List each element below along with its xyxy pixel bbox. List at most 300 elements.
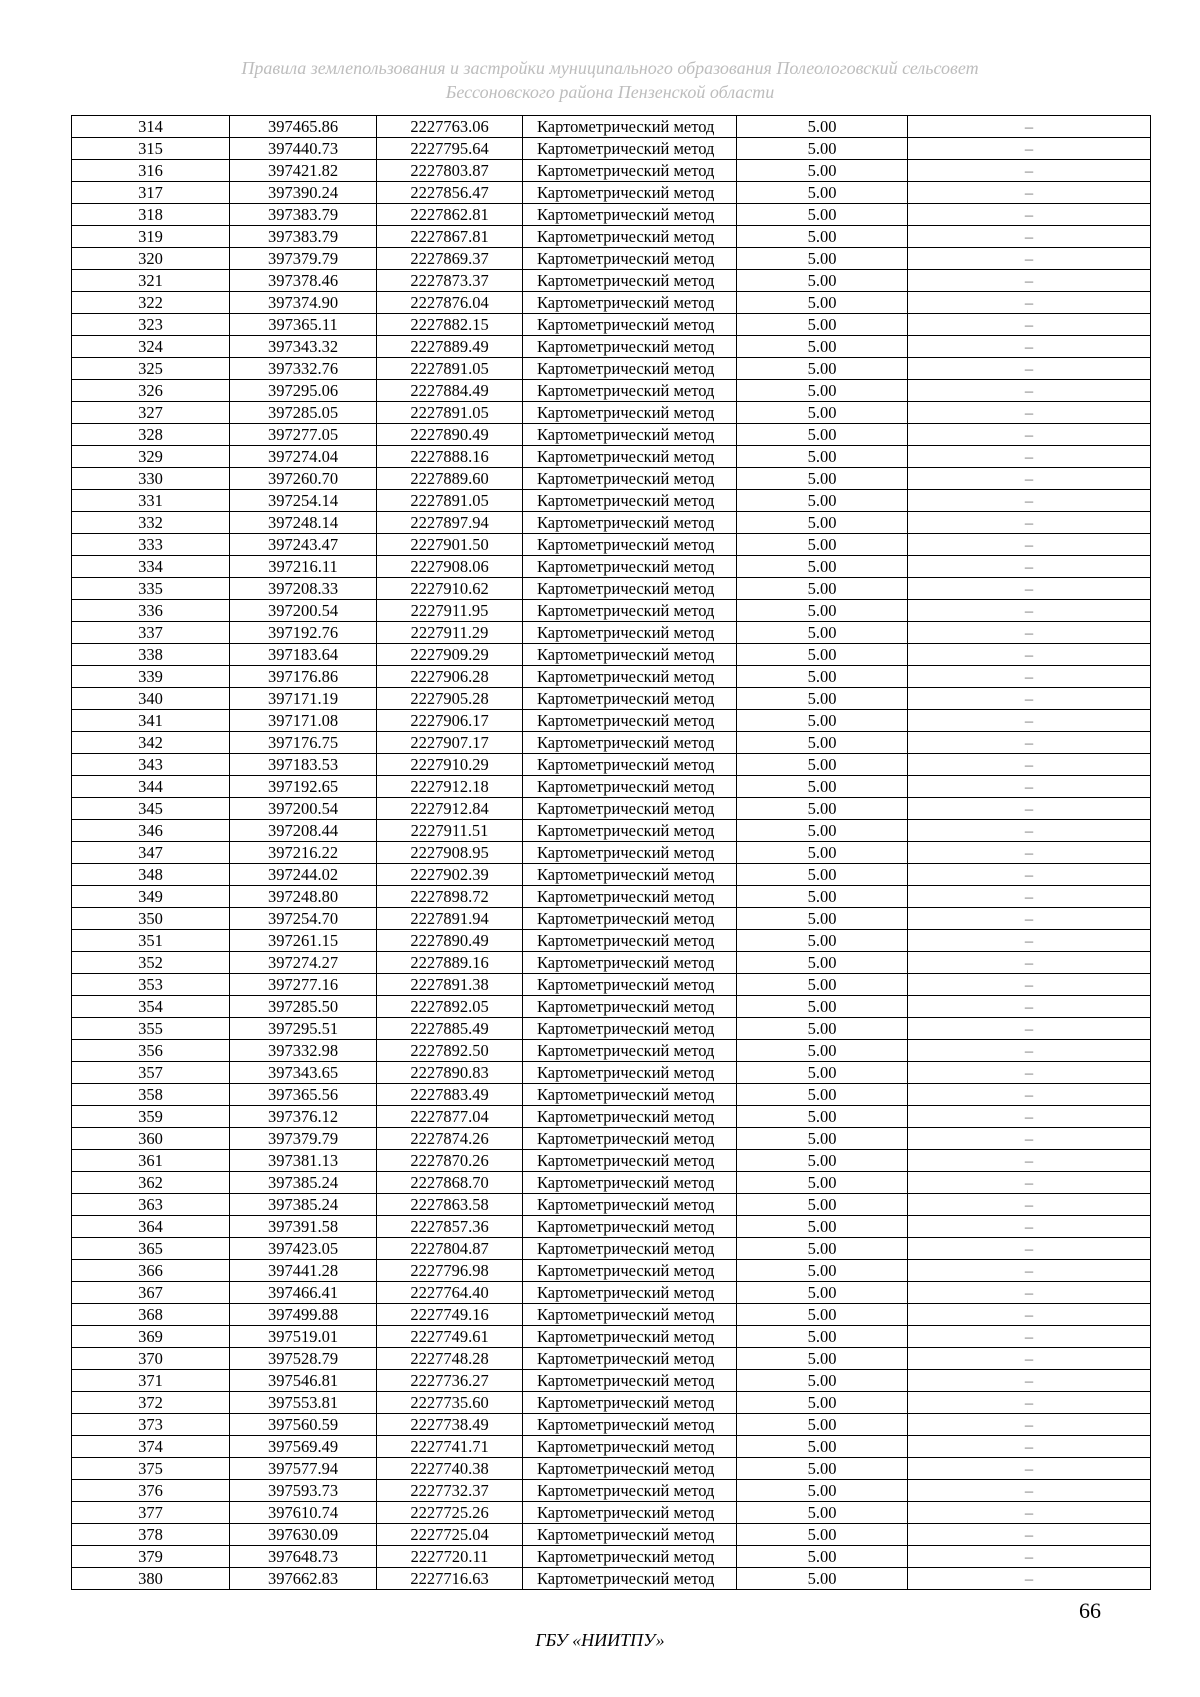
method-cell: Картометрический метод	[523, 1172, 737, 1194]
accuracy-cell: 5.00	[737, 952, 908, 974]
coordinates-table-body	[72, 116, 1151, 1590]
note-cell: –	[908, 226, 1151, 248]
y-coordinate-cell: 2227902.39	[377, 864, 523, 886]
note-cell: –	[908, 754, 1151, 776]
y-coordinate-cell: 2227735.60	[377, 1392, 523, 1414]
method-cell: Картометрический метод	[523, 666, 737, 688]
note-cell: –	[908, 1502, 1151, 1524]
accuracy-cell: 5.00	[737, 930, 908, 952]
point-number-cell: 323	[72, 314, 230, 336]
x-coordinate-cell: 397421.82	[230, 160, 377, 182]
point-number-cell: 329	[72, 446, 230, 468]
table-row	[72, 292, 1151, 314]
point-number-cell: 349	[72, 886, 230, 908]
note-cell: –	[908, 908, 1151, 930]
method-cell: Картометрический метод	[523, 622, 737, 644]
table-row	[72, 1502, 1151, 1524]
method-cell: Картометрический метод	[523, 886, 737, 908]
y-coordinate-cell: 2227876.04	[377, 292, 523, 314]
x-coordinate-cell: 397200.54	[230, 600, 377, 622]
method-cell: Картометрический метод	[523, 688, 737, 710]
point-number-cell: 358	[72, 1084, 230, 1106]
y-coordinate-cell: 2227910.62	[377, 578, 523, 600]
table-row	[72, 622, 1151, 644]
method-cell: Картометрический метод	[523, 1128, 737, 1150]
point-number-cell: 365	[72, 1238, 230, 1260]
y-coordinate-cell: 2227890.83	[377, 1062, 523, 1084]
method-cell: Картометрический метод	[523, 996, 737, 1018]
method-cell: Картометрический метод	[523, 842, 737, 864]
y-coordinate-cell: 2227890.49	[377, 424, 523, 446]
accuracy-cell: 5.00	[737, 600, 908, 622]
y-coordinate-cell: 2227716.63	[377, 1568, 523, 1590]
y-coordinate-cell: 2227856.47	[377, 182, 523, 204]
y-coordinate-cell: 2227911.95	[377, 600, 523, 622]
note-cell: –	[908, 1172, 1151, 1194]
y-coordinate-cell: 2227857.36	[377, 1216, 523, 1238]
method-cell: Картометрический метод	[523, 1370, 737, 1392]
note-cell: –	[908, 820, 1151, 842]
x-coordinate-cell: 397260.70	[230, 468, 377, 490]
point-number-cell: 362	[72, 1172, 230, 1194]
accuracy-cell: 5.00	[737, 1348, 908, 1370]
note-cell: –	[908, 490, 1151, 512]
x-coordinate-cell: 397610.74	[230, 1502, 377, 1524]
point-number-cell: 322	[72, 292, 230, 314]
x-coordinate-cell: 397441.28	[230, 1260, 377, 1282]
y-coordinate-cell: 2227868.70	[377, 1172, 523, 1194]
point-number-cell: 337	[72, 622, 230, 644]
x-coordinate-cell: 397254.14	[230, 490, 377, 512]
point-number-cell: 379	[72, 1546, 230, 1568]
method-cell: Картометрический метод	[523, 314, 737, 336]
table-row	[72, 1084, 1151, 1106]
point-number-cell: 324	[72, 336, 230, 358]
method-cell: Картометрический метод	[523, 820, 737, 842]
y-coordinate-cell: 2227764.40	[377, 1282, 523, 1304]
note-cell: –	[908, 358, 1151, 380]
accuracy-cell: 5.00	[737, 1524, 908, 1546]
y-coordinate-cell: 2227749.61	[377, 1326, 523, 1348]
method-cell: Картометрический метод	[523, 974, 737, 996]
point-number-cell: 374	[72, 1436, 230, 1458]
note-cell: –	[908, 204, 1151, 226]
point-number-cell: 332	[72, 512, 230, 534]
method-cell: Картометрический метод	[523, 490, 737, 512]
table-row	[72, 820, 1151, 842]
point-number-cell: 320	[72, 248, 230, 270]
method-cell: Картометрический метод	[523, 1304, 737, 1326]
note-cell: –	[908, 336, 1151, 358]
x-coordinate-cell: 397277.16	[230, 974, 377, 996]
accuracy-cell: 5.00	[737, 1436, 908, 1458]
x-coordinate-cell: 397176.75	[230, 732, 377, 754]
accuracy-cell: 5.00	[737, 380, 908, 402]
y-coordinate-cell: 2227877.04	[377, 1106, 523, 1128]
y-coordinate-cell: 2227891.05	[377, 490, 523, 512]
point-number-cell: 367	[72, 1282, 230, 1304]
x-coordinate-cell: 397466.41	[230, 1282, 377, 1304]
note-cell: –	[908, 116, 1151, 138]
accuracy-cell: 5.00	[737, 974, 908, 996]
method-cell: Картометрический метод	[523, 468, 737, 490]
method-cell: Картометрический метод	[523, 1194, 737, 1216]
y-coordinate-cell: 2227898.72	[377, 886, 523, 908]
table-row	[72, 578, 1151, 600]
y-coordinate-cell: 2227912.84	[377, 798, 523, 820]
note-cell: –	[908, 1480, 1151, 1502]
y-coordinate-cell: 2227908.95	[377, 842, 523, 864]
method-cell: Картометрический метод	[523, 402, 737, 424]
y-coordinate-cell: 2227884.49	[377, 380, 523, 402]
note-cell: –	[908, 1568, 1151, 1590]
note-cell: –	[908, 424, 1151, 446]
y-coordinate-cell: 2227741.71	[377, 1436, 523, 1458]
point-number-cell: 372	[72, 1392, 230, 1414]
accuracy-cell: 5.00	[737, 424, 908, 446]
note-cell: –	[908, 292, 1151, 314]
x-coordinate-cell: 397376.12	[230, 1106, 377, 1128]
point-number-cell: 318	[72, 204, 230, 226]
point-number-cell: 378	[72, 1524, 230, 1546]
method-cell: Картометрический метод	[523, 1260, 737, 1282]
x-coordinate-cell: 397274.04	[230, 446, 377, 468]
table-row	[72, 1194, 1151, 1216]
method-cell: Картометрический метод	[523, 336, 737, 358]
x-coordinate-cell: 397528.79	[230, 1348, 377, 1370]
y-coordinate-cell: 2227890.49	[377, 930, 523, 952]
point-number-cell: 352	[72, 952, 230, 974]
table-row	[72, 864, 1151, 886]
accuracy-cell: 5.00	[737, 798, 908, 820]
accuracy-cell: 5.00	[737, 1194, 908, 1216]
header-line-1: Правила землепользования и застройки муниципального образования Полеологовский сельсовет	[241, 58, 979, 78]
table-row	[72, 512, 1151, 534]
y-coordinate-cell: 2227911.29	[377, 622, 523, 644]
y-coordinate-cell: 2227738.49	[377, 1414, 523, 1436]
table-row	[72, 1326, 1151, 1348]
point-number-cell: 360	[72, 1128, 230, 1150]
y-coordinate-cell: 2227869.37	[377, 248, 523, 270]
point-number-cell: 371	[72, 1370, 230, 1392]
x-coordinate-cell: 397378.46	[230, 270, 377, 292]
page-header	[70, 56, 1150, 104]
y-coordinate-cell: 2227906.17	[377, 710, 523, 732]
coordinates-table	[71, 115, 1151, 1590]
method-cell: Картометрический метод	[523, 446, 737, 468]
table-row	[72, 424, 1151, 446]
accuracy-cell: 5.00	[737, 622, 908, 644]
accuracy-cell: 5.00	[737, 1084, 908, 1106]
note-cell: –	[908, 996, 1151, 1018]
x-coordinate-cell: 397546.81	[230, 1370, 377, 1392]
table-row	[72, 666, 1151, 688]
y-coordinate-cell: 2227883.49	[377, 1084, 523, 1106]
x-coordinate-cell: 397365.56	[230, 1084, 377, 1106]
table-row	[72, 1414, 1151, 1436]
table-row	[72, 248, 1151, 270]
method-cell: Картометрический метод	[523, 1282, 737, 1304]
accuracy-cell: 5.00	[737, 446, 908, 468]
note-cell: –	[908, 248, 1151, 270]
method-cell: Картометрический метод	[523, 1546, 737, 1568]
x-coordinate-cell: 397648.73	[230, 1546, 377, 1568]
x-coordinate-cell: 397248.80	[230, 886, 377, 908]
accuracy-cell: 5.00	[737, 644, 908, 666]
table-row	[72, 1436, 1151, 1458]
note-cell: –	[908, 1348, 1151, 1370]
point-number-cell: 325	[72, 358, 230, 380]
x-coordinate-cell: 397577.94	[230, 1458, 377, 1480]
x-coordinate-cell: 397200.54	[230, 798, 377, 820]
accuracy-cell: 5.00	[737, 688, 908, 710]
method-cell: Картометрический метод	[523, 710, 737, 732]
method-cell: Картометрический метод	[523, 776, 737, 798]
x-coordinate-cell: 397630.09	[230, 1524, 377, 1546]
method-cell: Картометрический метод	[523, 358, 737, 380]
note-cell: –	[908, 842, 1151, 864]
table-row	[72, 1106, 1151, 1128]
x-coordinate-cell: 397332.98	[230, 1040, 377, 1062]
method-cell: Картометрический метод	[523, 1084, 737, 1106]
point-number-cell: 373	[72, 1414, 230, 1436]
method-cell: Картометрический метод	[523, 754, 737, 776]
note-cell: –	[908, 578, 1151, 600]
table-row	[72, 1238, 1151, 1260]
table-row	[72, 1348, 1151, 1370]
method-cell: Картометрический метод	[523, 1150, 737, 1172]
y-coordinate-cell: 2227720.11	[377, 1546, 523, 1568]
y-coordinate-cell: 2227892.50	[377, 1040, 523, 1062]
y-coordinate-cell: 2227885.49	[377, 1018, 523, 1040]
table-row	[72, 1062, 1151, 1084]
note-cell: –	[908, 446, 1151, 468]
method-cell: Картометрический метод	[523, 600, 737, 622]
method-cell: Картометрический метод	[523, 1436, 737, 1458]
method-cell: Картометрический метод	[523, 908, 737, 930]
x-coordinate-cell: 397171.08	[230, 710, 377, 732]
accuracy-cell: 5.00	[737, 1326, 908, 1348]
y-coordinate-cell: 2227897.94	[377, 512, 523, 534]
accuracy-cell: 5.00	[737, 1216, 908, 1238]
accuracy-cell: 5.00	[737, 512, 908, 534]
x-coordinate-cell: 397569.49	[230, 1436, 377, 1458]
note-cell: –	[908, 1524, 1151, 1546]
table-row	[72, 314, 1151, 336]
note-cell: –	[908, 1150, 1151, 1172]
table-row	[72, 468, 1151, 490]
y-coordinate-cell: 2227907.17	[377, 732, 523, 754]
note-cell: –	[908, 688, 1151, 710]
table-row	[72, 688, 1151, 710]
method-cell: Картометрический метод	[523, 270, 737, 292]
y-coordinate-cell: 2227874.26	[377, 1128, 523, 1150]
table-row	[72, 754, 1151, 776]
note-cell: –	[908, 468, 1151, 490]
note-cell: –	[908, 512, 1151, 534]
note-cell: –	[908, 402, 1151, 424]
y-coordinate-cell: 2227873.37	[377, 270, 523, 292]
point-number-cell: 326	[72, 380, 230, 402]
x-coordinate-cell: 397390.24	[230, 182, 377, 204]
y-coordinate-cell: 2227804.87	[377, 1238, 523, 1260]
y-coordinate-cell: 2227867.81	[377, 226, 523, 248]
point-number-cell: 364	[72, 1216, 230, 1238]
accuracy-cell: 5.00	[737, 1260, 908, 1282]
x-coordinate-cell: 397295.51	[230, 1018, 377, 1040]
table-row	[72, 732, 1151, 754]
accuracy-cell: 5.00	[737, 1018, 908, 1040]
point-number-cell: 366	[72, 1260, 230, 1282]
x-coordinate-cell: 397183.53	[230, 754, 377, 776]
note-cell: –	[908, 952, 1151, 974]
point-number-cell: 368	[72, 1304, 230, 1326]
y-coordinate-cell: 2227908.06	[377, 556, 523, 578]
note-cell: –	[908, 270, 1151, 292]
accuracy-cell: 5.00	[737, 1282, 908, 1304]
table-row	[72, 1524, 1151, 1546]
accuracy-cell: 5.00	[737, 666, 908, 688]
x-coordinate-cell: 397243.47	[230, 534, 377, 556]
table-row	[72, 1458, 1151, 1480]
y-coordinate-cell: 2227911.51	[377, 820, 523, 842]
table-row	[72, 358, 1151, 380]
accuracy-cell: 5.00	[737, 1150, 908, 1172]
y-coordinate-cell: 2227892.05	[377, 996, 523, 1018]
point-number-cell: 380	[72, 1568, 230, 1590]
method-cell: Картометрический метод	[523, 138, 737, 160]
note-cell: –	[908, 1282, 1151, 1304]
y-coordinate-cell: 2227725.26	[377, 1502, 523, 1524]
note-cell: –	[908, 1062, 1151, 1084]
accuracy-cell: 5.00	[737, 358, 908, 380]
note-cell: –	[908, 1194, 1151, 1216]
note-cell: –	[908, 600, 1151, 622]
method-cell: Картометрический метод	[523, 424, 737, 446]
point-number-cell: 357	[72, 1062, 230, 1084]
point-number-cell: 317	[72, 182, 230, 204]
page-number: 66	[1079, 1598, 1101, 1623]
table-row	[72, 952, 1151, 974]
point-number-cell: 342	[72, 732, 230, 754]
point-number-cell: 330	[72, 468, 230, 490]
point-number-cell: 338	[72, 644, 230, 666]
x-coordinate-cell: 397208.44	[230, 820, 377, 842]
y-coordinate-cell: 2227910.29	[377, 754, 523, 776]
point-number-cell: 328	[72, 424, 230, 446]
accuracy-cell: 5.00	[737, 776, 908, 798]
method-cell: Картометрический метод	[523, 1568, 737, 1590]
accuracy-cell: 5.00	[737, 1172, 908, 1194]
method-cell: Картометрический метод	[523, 380, 737, 402]
table-row	[72, 446, 1151, 468]
note-cell: –	[908, 1414, 1151, 1436]
table-row	[72, 380, 1151, 402]
x-coordinate-cell: 397192.76	[230, 622, 377, 644]
table-row	[72, 1128, 1151, 1150]
table-row	[72, 1480, 1151, 1502]
accuracy-cell: 5.00	[737, 292, 908, 314]
accuracy-cell: 5.00	[737, 732, 908, 754]
note-cell: –	[908, 1326, 1151, 1348]
x-coordinate-cell: 397383.79	[230, 226, 377, 248]
point-number-cell: 314	[72, 116, 230, 138]
x-coordinate-cell: 397244.02	[230, 864, 377, 886]
point-number-cell: 331	[72, 490, 230, 512]
point-number-cell: 319	[72, 226, 230, 248]
accuracy-cell: 5.00	[737, 1502, 908, 1524]
note-cell: –	[908, 1084, 1151, 1106]
note-cell: –	[908, 1458, 1151, 1480]
point-number-cell: 345	[72, 798, 230, 820]
note-cell: –	[908, 974, 1151, 996]
y-coordinate-cell: 2227891.05	[377, 402, 523, 424]
accuracy-cell: 5.00	[737, 1370, 908, 1392]
table-row	[72, 710, 1151, 732]
table-row	[72, 1568, 1151, 1590]
table-row	[72, 160, 1151, 182]
note-cell: –	[908, 666, 1151, 688]
y-coordinate-cell: 2227795.64	[377, 138, 523, 160]
note-cell: –	[908, 182, 1151, 204]
x-coordinate-cell: 397343.32	[230, 336, 377, 358]
table-row	[72, 226, 1151, 248]
y-coordinate-cell: 2227891.38	[377, 974, 523, 996]
point-number-cell: 343	[72, 754, 230, 776]
point-number-cell: 355	[72, 1018, 230, 1040]
method-cell: Картометрический метод	[523, 644, 737, 666]
x-coordinate-cell: 397192.65	[230, 776, 377, 798]
x-coordinate-cell: 397274.27	[230, 952, 377, 974]
accuracy-cell: 5.00	[737, 842, 908, 864]
x-coordinate-cell: 397465.86	[230, 116, 377, 138]
accuracy-cell: 5.00	[737, 820, 908, 842]
accuracy-cell: 5.00	[737, 556, 908, 578]
point-number-cell: 353	[72, 974, 230, 996]
note-cell: –	[908, 380, 1151, 402]
x-coordinate-cell: 397176.86	[230, 666, 377, 688]
x-coordinate-cell: 397261.15	[230, 930, 377, 952]
method-cell: Картометрический метод	[523, 1326, 737, 1348]
accuracy-cell: 5.00	[737, 908, 908, 930]
method-cell: Картометрический метод	[523, 204, 737, 226]
note-cell: –	[908, 644, 1151, 666]
x-coordinate-cell: 397379.79	[230, 248, 377, 270]
note-cell: –	[908, 930, 1151, 952]
method-cell: Картометрический метод	[523, 1018, 737, 1040]
table-row	[72, 600, 1151, 622]
table-row	[72, 1260, 1151, 1282]
x-coordinate-cell: 397216.11	[230, 556, 377, 578]
accuracy-cell: 5.00	[737, 402, 908, 424]
table-row	[72, 490, 1151, 512]
method-cell: Картометрический метод	[523, 1392, 737, 1414]
table-row	[72, 556, 1151, 578]
x-coordinate-cell: 397254.70	[230, 908, 377, 930]
page-footer: ГБУ «НИИТПУ»	[535, 1630, 665, 1650]
x-coordinate-cell: 397499.88	[230, 1304, 377, 1326]
y-coordinate-cell: 2227888.16	[377, 446, 523, 468]
x-coordinate-cell: 397343.65	[230, 1062, 377, 1084]
accuracy-cell: 5.00	[737, 1414, 908, 1436]
note-cell: –	[908, 1128, 1151, 1150]
accuracy-cell: 5.00	[737, 1480, 908, 1502]
point-number-cell: 315	[72, 138, 230, 160]
x-coordinate-cell: 397662.83	[230, 1568, 377, 1590]
y-coordinate-cell: 2227891.05	[377, 358, 523, 380]
accuracy-cell: 5.00	[737, 1546, 908, 1568]
point-number-cell: 363	[72, 1194, 230, 1216]
